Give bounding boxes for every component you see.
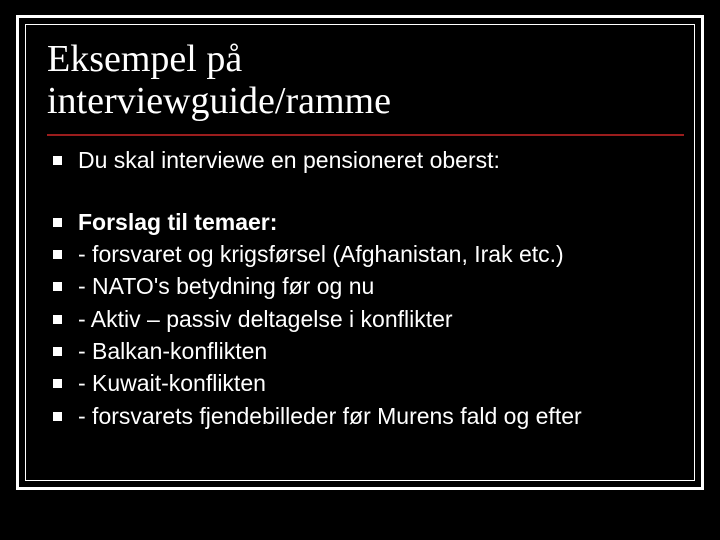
list-item bbox=[47, 368, 697, 398]
square-bullet-icon bbox=[53, 412, 62, 421]
square-bullet-icon bbox=[53, 315, 62, 324]
list-item bbox=[47, 336, 697, 366]
bullet-text: - Kuwait-konflikten bbox=[78, 370, 266, 396]
square-bullet-icon bbox=[53, 282, 62, 291]
slide-title bbox=[47, 38, 677, 122]
list-item bbox=[47, 304, 697, 334]
list-item bbox=[47, 207, 697, 237]
square-bullet-icon bbox=[53, 347, 62, 356]
title-line-1: Eksempel på bbox=[47, 38, 243, 80]
bullet-text: Du skal interviewe en pensioneret oberst: bbox=[78, 147, 500, 173]
title-divider bbox=[47, 134, 684, 136]
bullet-text: - forsvarets fjendebilleder før Murens fald og efter bbox=[78, 403, 582, 429]
square-bullet-icon bbox=[53, 250, 62, 259]
list-item bbox=[47, 271, 697, 301]
list-item bbox=[47, 239, 697, 269]
title-line-2: interviewguide/ramme bbox=[47, 80, 391, 122]
bullet-text: - NATO's betydning før og nu bbox=[78, 273, 375, 299]
list-item bbox=[47, 401, 697, 431]
bullet-text: - Aktiv – passiv deltagelse i konflikter bbox=[78, 306, 453, 332]
list-item bbox=[47, 145, 697, 175]
bullet-text: - forsvaret og krigsførsel (Afghanistan, Irak etc.) bbox=[78, 241, 564, 267]
square-bullet-icon bbox=[53, 218, 62, 227]
bullet-text: Forslag til temaer: bbox=[78, 209, 278, 235]
bullet-text: - Balkan-konflikten bbox=[78, 338, 268, 364]
square-bullet-icon bbox=[53, 379, 62, 388]
square-bullet-icon bbox=[53, 156, 62, 165]
